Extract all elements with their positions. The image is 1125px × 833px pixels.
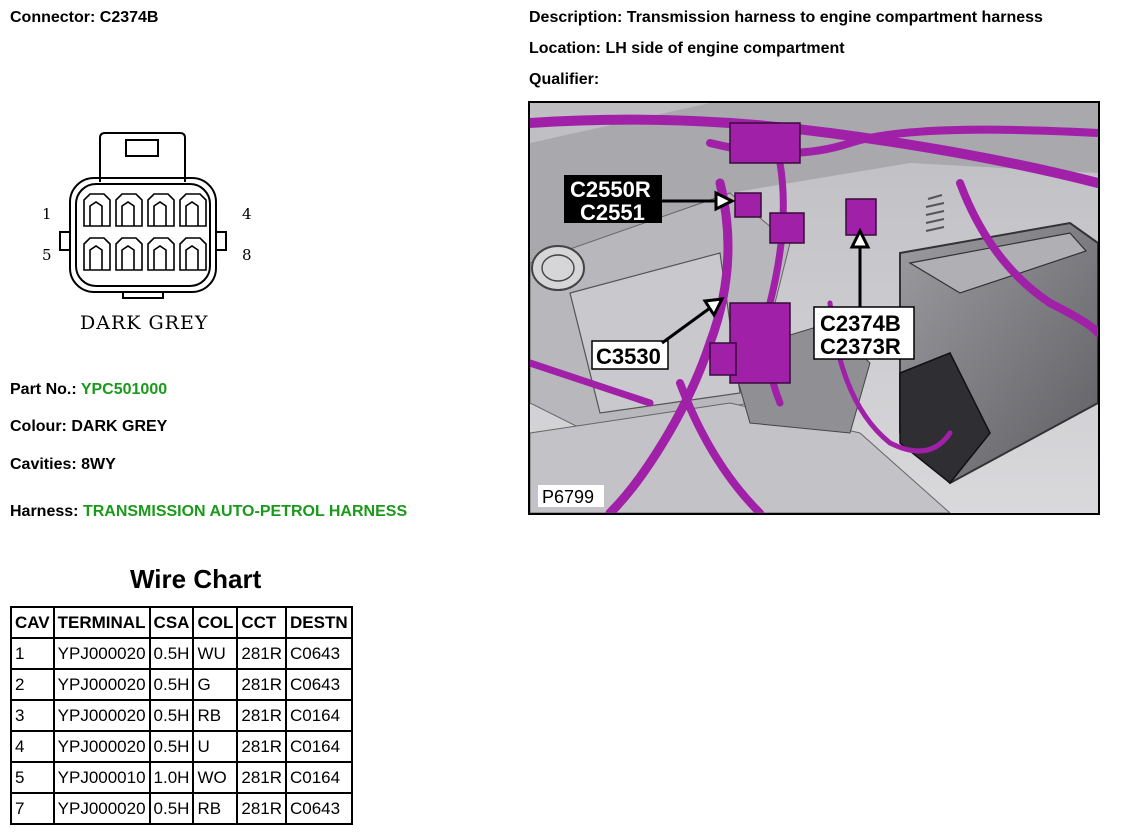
cell-col: RB: [193, 700, 237, 731]
header-terminal: TERMINAL: [54, 607, 150, 638]
table-row: [11, 638, 352, 669]
cell-destn: C0164: [286, 700, 352, 731]
location-line: [529, 40, 845, 58]
callout-c2550r: C2550R: [570, 177, 651, 202]
cell-terminal: YPJ000020: [54, 700, 150, 731]
callout-c2373r: C2373R: [820, 334, 901, 359]
cell-csa: 0.5H: [150, 700, 194, 731]
cell-col: U: [193, 731, 237, 762]
callout-c3530: C3530: [596, 344, 661, 369]
pin-label-top-right: 4: [242, 205, 252, 223]
cavities-label: Cavities:: [10, 456, 77, 473]
location-label: Location:: [529, 40, 601, 57]
header-csa: CSA: [150, 607, 194, 638]
cell-cct: 281R: [237, 700, 286, 731]
location-illustration: [528, 101, 1100, 515]
colour-line: [10, 418, 167, 436]
location-value: LH side of engine compartment: [605, 40, 845, 57]
table-row: [11, 731, 352, 762]
part-no-line: [10, 381, 167, 399]
connector-caption: DARK GREY: [80, 312, 209, 334]
table-row: [11, 793, 352, 824]
description-value: Transmission harness to engine compartment harness: [626, 9, 1043, 26]
cell-cct: 281R: [237, 731, 286, 762]
wire-chart-title: Wire Chart: [130, 564, 262, 594]
wire-chart-table: [10, 606, 353, 825]
description-line: [529, 9, 1043, 27]
cell-col: G: [193, 669, 237, 700]
cell-cct: 281R: [237, 669, 286, 700]
qualifier-line: [529, 71, 599, 89]
cell-destn: C0643: [286, 669, 352, 700]
cell-csa: 0.5H: [150, 731, 194, 762]
part-no-label: Part No.:: [10, 381, 77, 398]
cell-terminal: YPJ000020: [54, 793, 150, 824]
cell-cct: 281R: [237, 793, 286, 824]
pin-label-bottom-left: 5: [42, 246, 52, 264]
cell-csa: 0.5H: [150, 669, 194, 700]
cell-col: RB: [193, 793, 237, 824]
cell-cav: 7: [11, 793, 54, 824]
part-no-link[interactable]: YPC501000: [80, 381, 168, 398]
cell-terminal: YPJ000020: [54, 638, 150, 669]
cell-cav: 5: [11, 762, 54, 793]
cavities-value: 8WY: [81, 456, 116, 473]
connector-line: [10, 9, 158, 27]
harness-label: Harness:: [10, 503, 79, 520]
harness-line: [10, 503, 407, 521]
cell-terminal: YPJ000020: [54, 731, 150, 762]
connector-label: Connector:: [10, 9, 96, 26]
pin-label-bottom-right: 8: [242, 246, 252, 264]
connector-face-diagram: [38, 128, 268, 343]
connector-value: C2374B: [99, 9, 159, 26]
cell-destn: C0164: [286, 762, 352, 793]
photo-reference: P6799: [542, 487, 595, 507]
cell-cav: 4: [11, 731, 54, 762]
cell-cct: 281R: [237, 638, 286, 669]
harness-link[interactable]: TRANSMISSION AUTO-PETROL HARNESS: [82, 503, 408, 520]
cell-terminal: YPJ000010: [54, 762, 150, 793]
cavities-line: [10, 456, 116, 474]
table-row: [11, 700, 352, 731]
cell-terminal: YPJ000020: [54, 669, 150, 700]
colour-label: Colour:: [10, 418, 67, 435]
header-cav: CAV: [11, 607, 54, 638]
callout-c2374b: C2374B: [820, 311, 901, 336]
table-row: [11, 762, 352, 793]
callout-c2551: C2551: [580, 200, 645, 225]
cell-destn: C0164: [286, 731, 352, 762]
cell-cav: 3: [11, 700, 54, 731]
cell-cct: 281R: [237, 762, 286, 793]
header-cct: CCT: [237, 607, 286, 638]
header-col: COL: [193, 607, 237, 638]
cell-csa: 0.5H: [150, 793, 194, 824]
cell-cav: 1: [11, 638, 54, 669]
pin-label-top-left: 1: [42, 205, 52, 223]
cell-csa: 1.0H: [150, 762, 194, 793]
qualifier-label: Qualifier:: [529, 71, 600, 88]
cell-cav: 2: [11, 669, 54, 700]
cell-col: WU: [193, 638, 237, 669]
header-destn: DESTN: [286, 607, 352, 638]
cell-destn: C0643: [286, 793, 352, 824]
table-row: [11, 669, 352, 700]
description-label: Description:: [529, 9, 623, 26]
cell-destn: C0643: [286, 638, 352, 669]
colour-value: DARK GREY: [71, 418, 168, 435]
cell-csa: 0.5H: [150, 638, 194, 669]
wire-chart-header-row: [11, 607, 352, 638]
cell-col: WO: [193, 762, 237, 793]
